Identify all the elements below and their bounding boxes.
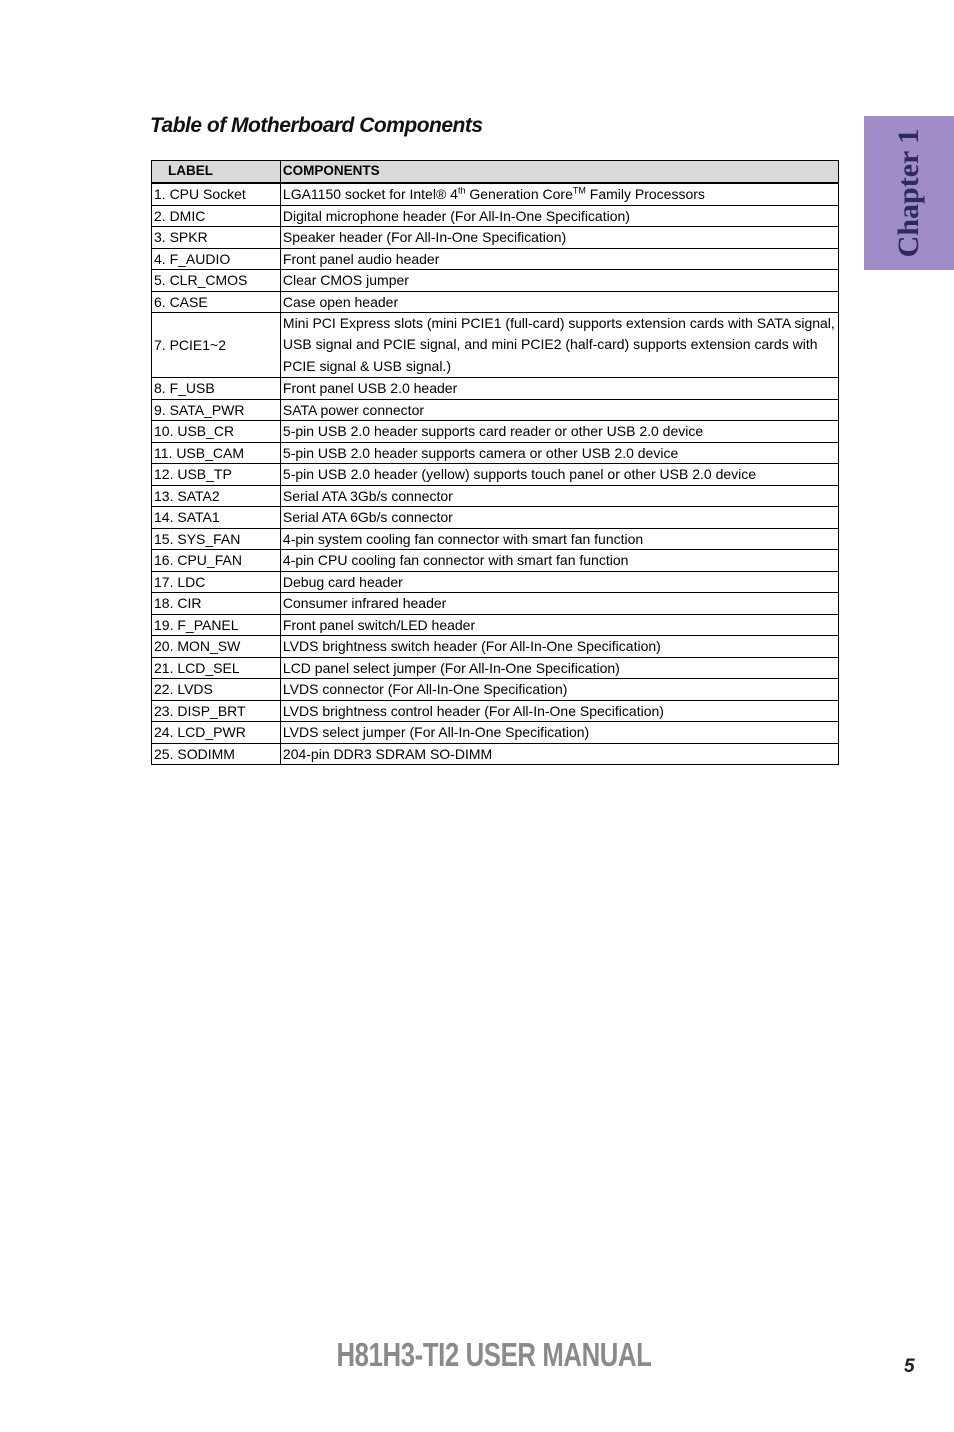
chapter-label: Chapter 1 (892, 128, 925, 258)
row-components: Speaker header (For All-In-One Specification) (280, 227, 838, 249)
row-components: 5-pin USB 2.0 header (yellow) supports touch panel or other USB 2.0 device (280, 464, 838, 486)
table-row (152, 614, 839, 636)
row-components: Mini PCI Express slots (mini PCIE1 (full-card) supports extension cards with SATA signal, USB signal and PCIE signal, and mini PCIE2 (half-card) supports extension cards with PCIE signal & USB signal.) (280, 313, 838, 378)
row-components: 204-pin DDR3 SDRAM SO-DIMM (280, 743, 838, 765)
row-components: Debug card header (280, 571, 838, 593)
table-row (152, 421, 839, 443)
table-row (152, 550, 839, 572)
table-row (152, 227, 839, 249)
row-label: 8. F_USB (152, 378, 281, 400)
row-label: 17. LDC (152, 571, 281, 593)
table-row (152, 722, 839, 744)
row-components: Front panel switch/LED header (280, 614, 838, 636)
row-label: 23. DISP_BRT (152, 700, 281, 722)
row-label: 9. SATA_PWR (152, 399, 281, 421)
row-label: 2. DMIC (152, 205, 281, 227)
table-row (152, 679, 839, 701)
row-components: LVDS select jumper (For All-In-One Specification) (280, 722, 838, 744)
row-components: Serial ATA 6Gb/s connector (280, 507, 838, 529)
table-row (152, 270, 839, 292)
row-components: LVDS connector (For All-In-One Specification) (280, 679, 838, 701)
table-row (152, 183, 839, 205)
row-components: Front panel audio header (280, 248, 838, 270)
row-label: 11. USB_CAM (152, 442, 281, 464)
row-label: 5. CLR_CMOS (152, 270, 281, 292)
table-header-row (152, 161, 839, 184)
page-number: 5 (904, 1356, 915, 1377)
row-label: 12. USB_TP (152, 464, 281, 486)
row-label: 21. LCD_SEL (152, 657, 281, 679)
table-row (152, 313, 839, 378)
table-row (152, 378, 839, 400)
row-components: Case open header (280, 291, 838, 313)
row-components: Digital microphone header (For All-In-One Specification) (280, 205, 838, 227)
row-label: 25. SODIMM (152, 743, 281, 765)
row-components: Front panel USB 2.0 header (280, 378, 838, 400)
row-components: 5-pin USB 2.0 header supports camera or other USB 2.0 device (280, 442, 838, 464)
row-components: SATA power connector (280, 399, 838, 421)
row-label: 4. F_AUDIO (152, 248, 281, 270)
row-components: 5-pin USB 2.0 header supports card reader or other USB 2.0 device (280, 421, 838, 443)
row-label: 10. USB_CR (152, 421, 281, 443)
table-row (152, 248, 839, 270)
row-label: 14. SATA1 (152, 507, 281, 529)
header-components: COMPONENTS (280, 161, 838, 184)
section-title: Table of Motherboard Components (150, 114, 483, 137)
table-row (152, 700, 839, 722)
row-label: 1. CPU Socket (152, 183, 281, 205)
row-components: Serial ATA 3Gb/s connector (280, 485, 838, 507)
table-row (152, 205, 839, 227)
components-table (151, 160, 839, 765)
row-label: 19. F_PANEL (152, 614, 281, 636)
table-row (152, 399, 839, 421)
table-row (152, 442, 839, 464)
row-components: LCD panel select jumper (For All-In-One Specification) (280, 657, 838, 679)
row-label: 24. LCD_PWR (152, 722, 281, 744)
row-components: LVDS brightness control header (For All-In-One Specification) (280, 700, 838, 722)
row-label: 13. SATA2 (152, 485, 281, 507)
table-row (152, 528, 839, 550)
row-components: LGA1150 socket for Intel® 4th Generation Core™ Family Processors (280, 183, 838, 205)
row-components: Consumer infrared header (280, 593, 838, 615)
row-label: 6. CASE (152, 291, 281, 313)
row-components: LVDS brightness switch header (For All-In-One Specification) (280, 636, 838, 658)
table-row (152, 507, 839, 529)
table-row (152, 657, 839, 679)
row-label: 22. LVDS (152, 679, 281, 701)
row-label: 15. SYS_FAN (152, 528, 281, 550)
row-components: 4-pin CPU cooling fan connector with smart fan function (280, 550, 838, 572)
row-components: 4-pin system cooling fan connector with smart fan function (280, 528, 838, 550)
table-row (152, 636, 839, 658)
header-label: LABEL (152, 161, 281, 184)
table-row (152, 485, 839, 507)
row-components: Clear CMOS jumper (280, 270, 838, 292)
table-row (152, 743, 839, 765)
row-label: 7. PCIE1~2 (152, 313, 281, 378)
table-row (152, 593, 839, 615)
row-label: 20. MON_SW (152, 636, 281, 658)
table-row (152, 571, 839, 593)
row-label: 3. SPKR (152, 227, 281, 249)
row-label: 18. CIR (152, 593, 281, 615)
row-label: 16. CPU_FAN (152, 550, 281, 572)
table-row (152, 291, 839, 313)
table-row (152, 464, 839, 486)
chapter-tab (864, 116, 954, 270)
manual-title: H81H3-TI2 USER MANUAL (336, 1336, 652, 1373)
